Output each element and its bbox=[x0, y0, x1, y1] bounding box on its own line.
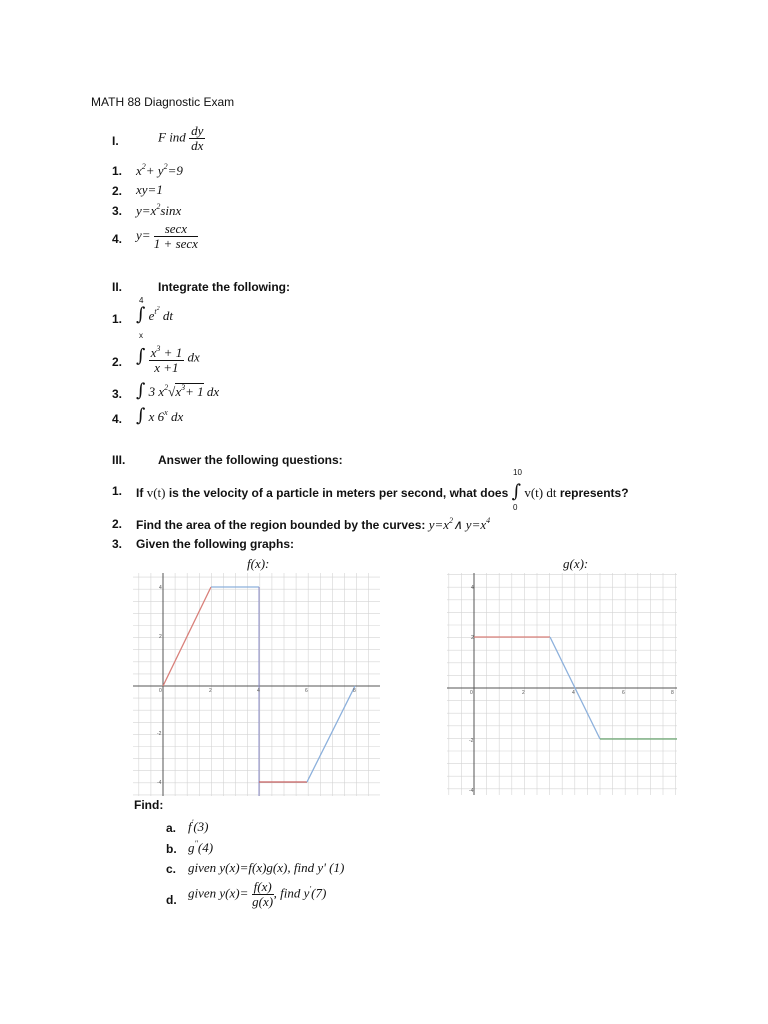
expr-part: y= bbox=[136, 227, 151, 243]
integral-sign: ∫ bbox=[136, 304, 146, 325]
g-tick-x-6: 6 bbox=[622, 690, 625, 696]
expr-part: dx bbox=[187, 349, 200, 365]
expr-exp: ' bbox=[309, 884, 312, 894]
expr-exp: 2 bbox=[141, 162, 146, 171]
expr-exp: 2 bbox=[156, 202, 161, 211]
f-tick-x-0: 0 bbox=[159, 688, 162, 694]
g-tick-x-2: 2 bbox=[522, 690, 525, 696]
q-text: represents? bbox=[559, 486, 629, 500]
expr-part: sinx bbox=[160, 203, 182, 218]
expr-part: (3) bbox=[193, 819, 209, 834]
p1-item1-expr bbox=[136, 162, 183, 179]
part3-instruction: Answer the following questions: bbox=[158, 453, 343, 467]
expr-part: g bbox=[188, 840, 195, 855]
frac-num bbox=[149, 342, 185, 361]
integrand: v(t) dt bbox=[524, 485, 557, 500]
find-b-letter: b. bbox=[166, 842, 177, 856]
expr-part: (4) bbox=[197, 840, 214, 855]
p2-item2-expr bbox=[136, 342, 200, 375]
part1-instruction bbox=[158, 124, 205, 153]
f-graph-label: f(x): bbox=[247, 556, 270, 571]
p2-item1-num: 1. bbox=[112, 312, 123, 326]
find-d-letter: d. bbox=[166, 893, 177, 907]
sqrt-icon: √ bbox=[168, 384, 176, 399]
integral-sign: ∫ bbox=[136, 345, 146, 367]
frac-den: dx bbox=[191, 138, 204, 153]
expr-exp: ' bbox=[191, 818, 194, 827]
expr-part: y=x bbox=[136, 203, 157, 218]
expr-part: + 1 bbox=[163, 345, 183, 360]
f-tick-x-6: 6 bbox=[305, 688, 308, 694]
g-tick-y-4: 4 bbox=[471, 585, 474, 591]
p1-item3-num: 3. bbox=[112, 204, 123, 218]
q-text: is the velocity of a particle in meters per second, what does bbox=[168, 486, 509, 500]
find-c-letter: c. bbox=[166, 862, 177, 876]
g-graph bbox=[447, 573, 677, 795]
find-a-letter: a. bbox=[166, 821, 177, 835]
dy-dx-fraction bbox=[189, 124, 205, 153]
expr-part: e bbox=[148, 308, 155, 323]
v-of-t: v(t) bbox=[146, 485, 166, 500]
expr-exp: 3 bbox=[156, 344, 161, 353]
expr-part: + y bbox=[145, 163, 164, 178]
expr-exp bbox=[154, 307, 159, 316]
frac-den: g(x) bbox=[252, 894, 274, 909]
integral-sign: ∫ bbox=[136, 380, 146, 401]
p1-item3-expr bbox=[136, 202, 181, 219]
frac-num: f(x) bbox=[253, 879, 272, 894]
expr-part: given y(x)= bbox=[188, 885, 249, 901]
p3-q1-text bbox=[136, 481, 629, 502]
expr-exp-exp: 2 bbox=[156, 306, 160, 312]
radicand bbox=[175, 383, 203, 399]
f-tick-x-8: 8 bbox=[353, 688, 356, 694]
p3-q3-text: Given the following graphs: bbox=[136, 537, 295, 551]
expr-part: , find y bbox=[273, 885, 310, 901]
expr-part: ∧ y=x bbox=[453, 517, 487, 532]
expr-part: =9 bbox=[167, 163, 183, 178]
f-grid bbox=[133, 573, 380, 796]
p2-item1-upper: 4 bbox=[139, 296, 144, 305]
expr-part: (7) bbox=[311, 885, 327, 901]
expr-part: f bbox=[188, 819, 192, 834]
g-tick-y-neg4: -4 bbox=[469, 788, 474, 794]
p1-item1-num: 1. bbox=[112, 164, 123, 178]
p3-q2-num: 2. bbox=[112, 517, 123, 531]
frac-num: secx bbox=[154, 222, 198, 237]
fg-fraction bbox=[252, 880, 274, 909]
p2-item1-expr bbox=[136, 304, 173, 325]
g-grid bbox=[447, 573, 677, 795]
p2-item4-num: 4. bbox=[112, 412, 123, 426]
expr-exp: x bbox=[164, 408, 168, 417]
expr-part: dx bbox=[170, 409, 184, 424]
expr-exp: 4 bbox=[486, 516, 491, 525]
expr-exp: 2 bbox=[163, 162, 168, 171]
p1-item2-num: 2. bbox=[112, 184, 123, 198]
f-segment-blue-rise bbox=[307, 686, 355, 782]
frac-num: dy bbox=[191, 123, 204, 138]
f-tick-y-2: 2 bbox=[159, 634, 162, 640]
g-tick-y-2: 2 bbox=[471, 635, 474, 641]
part1-numeral: I. bbox=[112, 134, 119, 148]
curves-expr bbox=[429, 517, 490, 532]
frac-den: 1 + secx bbox=[153, 236, 198, 251]
g-tick-x-0: 0 bbox=[470, 690, 473, 696]
expr-part: x 6 bbox=[148, 409, 165, 424]
part2-instruction: Integrate the following: bbox=[158, 280, 290, 294]
f-graph bbox=[133, 573, 380, 796]
find-b-expr bbox=[188, 839, 213, 856]
secx-fraction bbox=[154, 222, 198, 251]
q-text: Find the area of the region bounded by the curves: bbox=[136, 518, 426, 532]
find-label: Find: bbox=[134, 798, 164, 812]
p1-item4-num: 4. bbox=[112, 232, 123, 246]
p3-q1-lower: 0 bbox=[513, 503, 518, 512]
g-graph-label: g(x): bbox=[563, 556, 589, 571]
expr-exp: 2 bbox=[164, 383, 169, 392]
p2-item3-num: 3. bbox=[112, 387, 123, 401]
p3-q3-num: 3. bbox=[112, 537, 123, 551]
f-tick-y-neg2: -2 bbox=[157, 731, 162, 737]
q-text: If bbox=[136, 486, 144, 500]
f-tick-y-neg4: -4 bbox=[157, 780, 162, 786]
expr-part: x bbox=[136, 163, 142, 178]
expr-exp-base: t bbox=[154, 307, 157, 316]
find-prefix: F ind bbox=[158, 129, 186, 145]
expr-exp: '' bbox=[194, 839, 198, 848]
expr-exp: 3 bbox=[181, 383, 186, 392]
p2-item1-lower: x bbox=[139, 331, 143, 340]
integral-sign: ∫ bbox=[136, 405, 146, 426]
part3-numeral: III. bbox=[112, 453, 126, 467]
g-tick-x-4: 4 bbox=[572, 690, 575, 696]
expr-part: dx bbox=[206, 384, 220, 399]
p1-item2-expr: xy=1 bbox=[136, 182, 163, 197]
g-tick-x-8: 8 bbox=[671, 690, 674, 696]
expr-exp: 2 bbox=[449, 516, 454, 525]
p1-item4-expr bbox=[136, 222, 198, 251]
find-a-expr bbox=[188, 818, 209, 835]
f-tick-x-4: 4 bbox=[257, 688, 260, 694]
f-tick-y-4: 4 bbox=[159, 585, 162, 591]
expr-part: dt bbox=[162, 308, 174, 323]
p2-item3-expr bbox=[136, 380, 219, 401]
p2-fraction bbox=[149, 342, 185, 375]
part2-numeral: II. bbox=[112, 280, 123, 294]
p3-q1-upper: 10 bbox=[513, 468, 522, 477]
frac-den: x +1 bbox=[154, 360, 179, 375]
expr-part: x bbox=[175, 384, 182, 399]
integral-sign: ∫ bbox=[511, 481, 521, 502]
p2-item2-num: 2. bbox=[112, 355, 123, 369]
expr-part: 3 x bbox=[148, 384, 165, 399]
find-d-expr bbox=[188, 880, 326, 909]
find-c-expr: given y(x)=f(x)g(x), find y' (1) bbox=[188, 860, 345, 875]
expr-part: x bbox=[150, 345, 157, 360]
exam-title: MATH 88 Diagnostic Exam bbox=[91, 95, 235, 109]
f-tick-x-2: 2 bbox=[209, 688, 212, 694]
g-tick-y-neg2: -2 bbox=[469, 738, 474, 744]
p3-q1-num: 1. bbox=[112, 484, 123, 498]
expr-part: y=x bbox=[428, 517, 450, 532]
p2-item4-expr bbox=[136, 405, 183, 426]
expr-part: + 1 bbox=[185, 384, 204, 399]
p3-q2-text bbox=[136, 516, 490, 533]
